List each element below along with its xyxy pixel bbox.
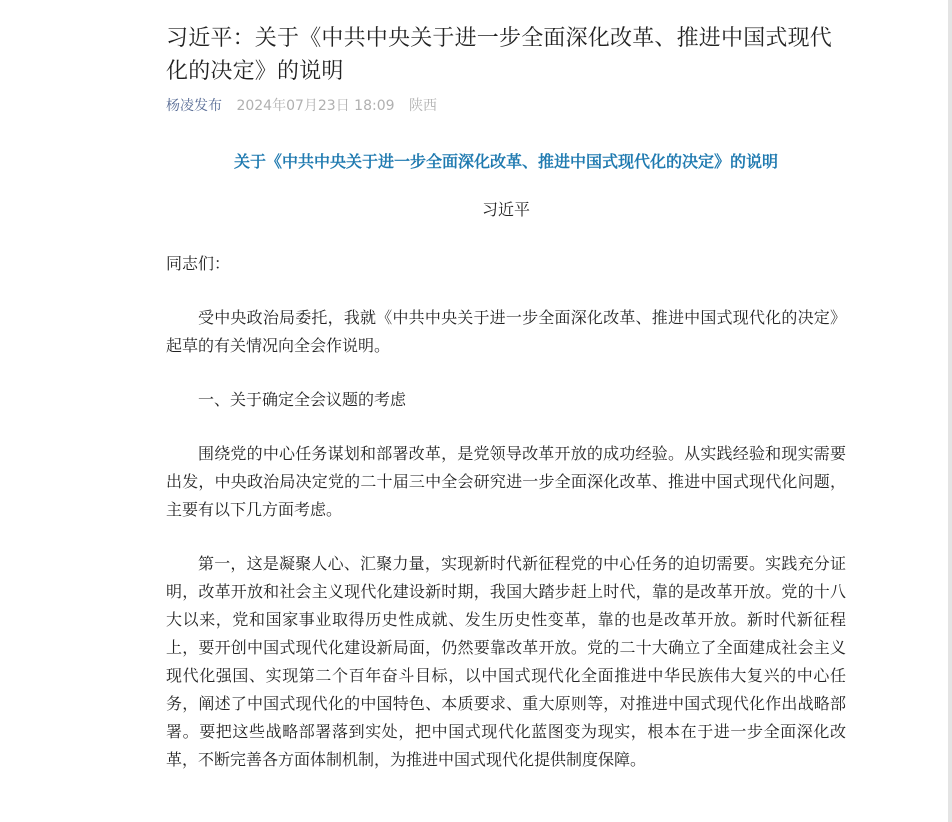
paragraph-first-reason: 第一，这是凝聚人心、汇聚力量，实现新时代新征程党的中心任务的迫切需要。实践充分证明，改革开放和社会主义现代化建设新时期，我国大踏步赶上时代，靠的是改革开放。党的十八大以来，党和国家事业取得历史性成就、发生历史性变革，靠的也是改革开放。新时代新征程上，要开创中国式现代化建设新局面，仍然要靠改革开放。党的二十大确立了全面建成社会主义现代化强国、实现第二个百年奋斗目标，以中国式现代化全面推进中华民族伟大复兴的中心任务，阐述了中国式现代化的中国特色、本质要求、重大原则等，对推进中国式现代化作出战略部署。要把这些战略部署落到实处，把中国式现代化蓝图变为现实，根本在于进一步全面深化改革，不断完善各方面体制机制，为推进中国式现代化提供制度保障。 <box>166 554 846 769</box>
article-subtitle: 关于《中共中央关于进一步全面深化改革、推进中国式现代化的决定》的说明 <box>233 152 778 171</box>
publish-date: 2024年07月23日 18:09 <box>236 98 395 114</box>
article-meta <box>166 96 846 116</box>
source-link[interactable]: 杨凌发布 <box>166 98 222 114</box>
page-right-edge <box>948 0 952 822</box>
article-title: 习近平：关于《中共中央关于进一步全面深化改革、推进中国式现代化的决定》的说明 <box>166 26 833 84</box>
author-name: 习近平 <box>481 200 530 219</box>
paragraph-context: 围绕党的中心任务谋划和部署改革，是党领导改革开放的成功经验。从实践经验和现实需要出发，中央政治局决定党的二十届三中全会研究进一步全面深化改革、推进中国式现代化问题，主要有以下几方面考虑。 <box>166 444 846 519</box>
paragraph-intro: 受中央政治局委托，我就《中共中央关于进一步全面深化改革、推进中国式现代化的决定》起草的有关情况向全会作说明。 <box>166 308 846 355</box>
section-heading: 一、关于确定全会议题的考虑 <box>198 390 407 409</box>
article-content <box>166 0 846 774</box>
greeting: 同志们： <box>166 254 231 273</box>
region-label: 陕西 <box>408 98 437 114</box>
